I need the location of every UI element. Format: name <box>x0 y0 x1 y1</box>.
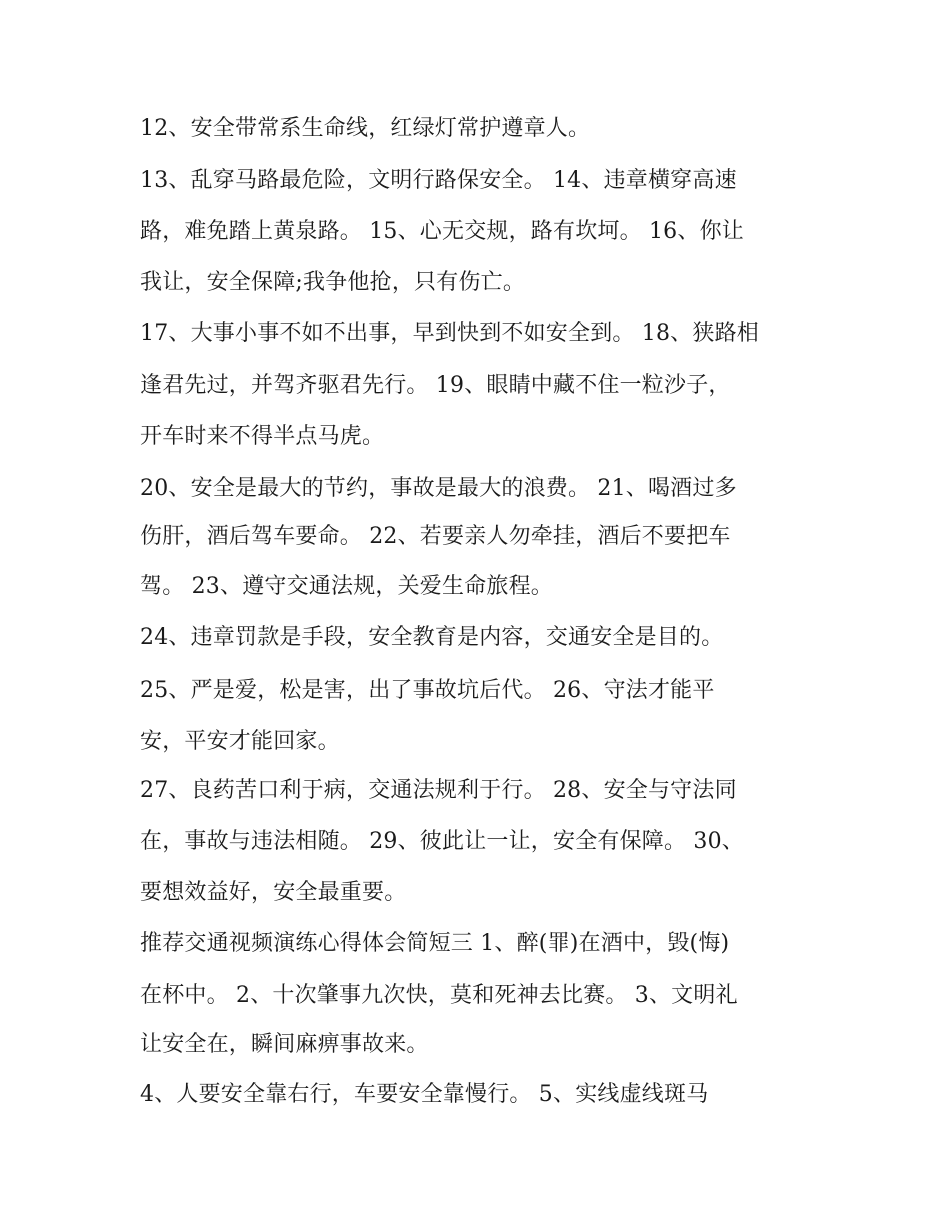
text-line: 在，事故与违法相随。 29、彼此让一让，安全有保障。 30、 <box>140 829 744 854</box>
text-line: 27、良药苦口利于病，交通法规利于行。 28、安全与守法同 <box>140 778 737 803</box>
text-line: 逢君先过，并驾齐驱君先行。 19、眼睛中藏不住一粒沙子， <box>140 373 731 398</box>
text-line: 我让，安全保障;我争他抢，只有伤亡。 <box>140 270 526 295</box>
text-line: 要想效益好，安全最重要。 <box>140 880 407 905</box>
text-line: 4、人要安全靠右行，车要安全靠慢行。 5、实线虚线斑马 <box>140 1082 709 1107</box>
text-line: 驾。 23、遵守交通法规，关爱生命旅程。 <box>140 574 553 599</box>
text-line: 安，平安才能回家。 <box>140 729 340 754</box>
text-line: 在杯中。 2、十次肇事九次快，莫和死神去比赛。 3、文明礼 <box>140 983 738 1008</box>
text-line: 25、严是爱，松是害，出了事故坑后代。 26、守法才能平 <box>140 678 715 703</box>
text-line: 路，难免踏上黄泉路。 15、心无交规，路有坎坷。 16、你让 <box>140 219 744 244</box>
text-line: 13、乱穿马路最危险，文明行路保安全。 14、违章横穿高速 <box>140 168 737 193</box>
text-line: 17、大事小事不如不出事，早到快到不如安全到。 18、狭路相 <box>140 321 759 346</box>
text-line: 24、违章罚款是手段，安全教育是内容，交通安全是目的。 <box>140 625 724 650</box>
text-line: 20、安全是最大的节约，事故是最大的浪费。 21、喝酒过多 <box>140 476 737 501</box>
text-line: 伤肝，酒后驾车要命。 22、若要亲人勿牵挂，酒后不要把车 <box>140 524 731 549</box>
text-line: 12、安全带常系生命线，红绿灯常护遵章人。 <box>140 116 591 141</box>
text-line: 让安全在，瞬间麻痹事故来。 <box>140 1032 429 1057</box>
text-line: 推荐交通视频演练心得体会简短三 1、醉(罪)在酒中，毁(悔) <box>140 931 730 956</box>
text-line: 开车时来不得半点马虎。 <box>140 424 385 449</box>
